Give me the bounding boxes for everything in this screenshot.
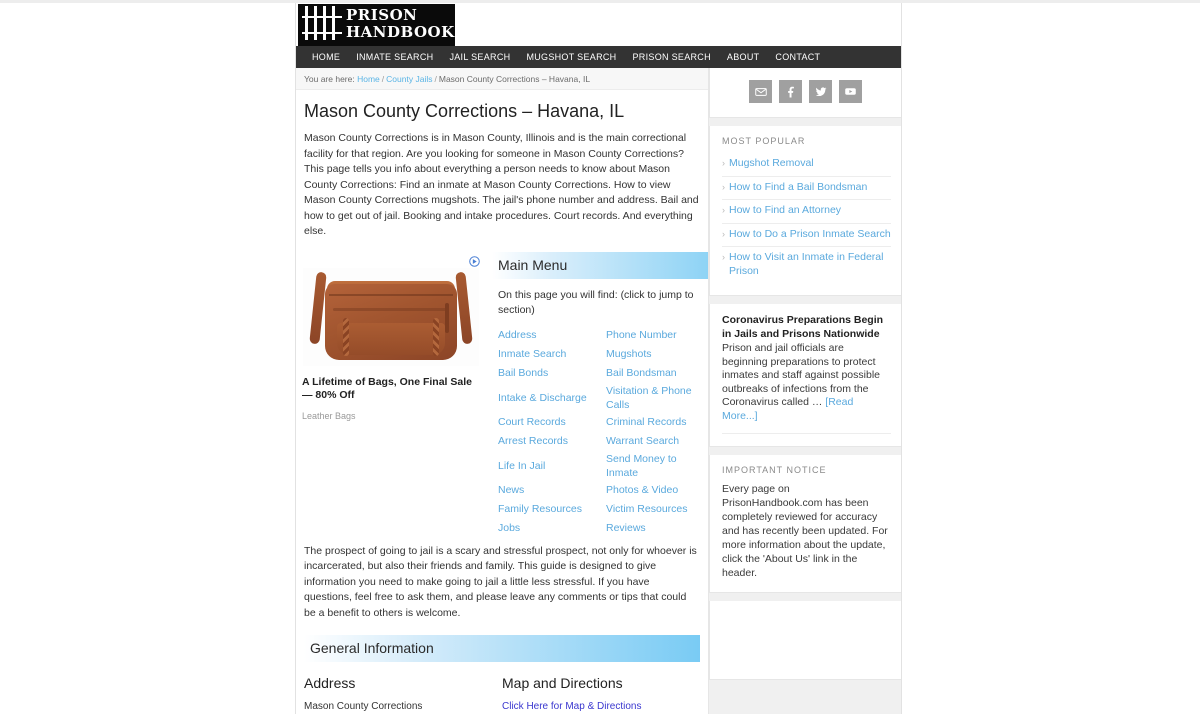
menu-link-address[interactable]: Address [498,329,537,341]
menu-link-visitation-phone-calls[interactable]: Visitation & Phone Calls [606,384,692,411]
popular-link-find-attorney[interactable]: How to Find an Attorney [729,204,842,216]
popular-link-prison-inmate-search[interactable]: How to Do a Prison Inmate Search [729,227,891,240]
page-container [295,3,902,714]
breadcrumb-separator-2: / [434,74,437,84]
menu-cell [606,481,708,500]
logo-line-2: HANDBOOK [346,23,455,41]
nav-item-prison-search[interactable]: PRISON SEARCH [632,52,711,62]
social-links-widget [709,68,901,118]
most-popular-widget [709,126,901,296]
popular-link-visit-federal-prison[interactable]: How to Visit an Inmate in Federal Prison [729,251,884,277]
important-notice-widget [709,455,901,593]
breadcrumb-link-county-jails[interactable]: County Jails [386,74,433,84]
important-notice-title: IMPORTANT NOTICE [722,465,827,475]
chevron-right-icon: › [722,181,725,192]
address-column [304,675,502,714]
main-menu-intro: On this page you will find: (click to jump to section) [498,288,694,316]
twitter-icon[interactable] [809,80,832,103]
ad-advertiser: Leather Bags [302,410,356,421]
menu-cell [606,383,708,413]
main-content [296,68,709,714]
nav-item-home[interactable]: HOME [312,52,341,62]
list-item [722,247,891,283]
menu-link-warrant-search[interactable]: Warrant Search [606,435,680,447]
menu-link-phone-number[interactable]: Phone Number [606,329,677,341]
news-headline[interactable]: Coronavirus Preparations Begin in Jails and Prisons Nationwide [722,314,884,340]
popular-link-mugshot-removal[interactable]: Mugshot Removal [729,157,814,169]
news-widget [709,304,901,447]
menu-cell [606,451,708,481]
menu-cell [606,326,708,345]
list-item [722,153,891,177]
menu-link-arrest-records[interactable]: Arrest Records [498,435,569,447]
menu-cell [498,345,600,364]
main-menu-heading: Main Menu [492,252,708,279]
email-glyph [755,86,767,98]
menu-cell [498,326,600,345]
page-title: Mason County Corrections – Havana, IL [304,101,625,121]
twitter-glyph [815,86,827,98]
address-heading: Address [304,675,356,691]
site-logo[interactable] [298,4,455,46]
menu-link-bail-bonds[interactable]: Bail Bonds [498,367,549,379]
breadcrumb [296,68,708,90]
menu-cell [498,519,600,538]
map-directions-link[interactable]: Click Here for Map & Directions [502,701,642,712]
leather-handbag-image[interactable] [303,268,479,366]
prison-bars-icon [302,6,346,44]
menu-link-criminal-records[interactable]: Criminal Records [606,416,687,428]
body-wrapper [296,68,901,714]
menu-link-bail-bondsman[interactable]: Bail Bondsman [606,367,677,379]
menu-link-intake-discharge[interactable]: Intake & Discharge [498,391,587,404]
map-link-wrap [502,700,700,714]
adchoices-icon[interactable] [469,256,480,267]
map-column [502,675,700,714]
site-header [296,3,901,46]
menu-link-news[interactable]: News [498,484,525,496]
menu-link-life-in-jail[interactable]: Life In Jail [498,459,546,472]
menu-cell [606,413,708,432]
nav-item-inmate-search[interactable]: INMATE SEARCH [356,52,434,62]
main-menu-block [486,252,708,538]
main-menu-link-grid [492,326,708,538]
nav-item-contact[interactable]: CONTACT [775,52,821,62]
email-icon[interactable] [749,80,772,103]
list-item [722,177,891,201]
menu-cell [606,345,708,364]
sidebar-spacer-widget [709,601,901,680]
menu-link-send-money-to-inmate[interactable]: Send Money to Inmate [606,452,677,479]
menu-link-victim-resources[interactable]: Victim Resources [606,503,688,515]
entry-intro-paragraph: Mason County Corrections is in Mason County, Illinois and is the main correctional facility for that region. Are you looking for someone in Mason County Corrections? This page tells you info about everything a person needs to know about Mason County Corrections: Find an inmate at Mason County Corrections. How to view Mason County Corrections mugshots. The jail's phone number and address. Bail and how to get out of jail. Booking and intake procedures. Court records. And everything else. [304,132,699,237]
chevron-right-icon: › [722,228,725,239]
breadcrumb-prefix: You are here: [304,74,355,84]
menu-link-court-records[interactable]: Court Records [498,416,566,428]
advertisement-block[interactable] [296,252,486,421]
popular-link-bail-bondsman[interactable]: How to Find a Bail Bondsman [729,180,868,193]
address-value: Mason County Corrections [304,701,423,712]
general-information-columns [296,675,708,714]
sidebar [709,68,901,688]
nav-item-jail-search[interactable]: JAIL SEARCH [449,52,511,62]
menu-cell [498,451,600,481]
nav-item-about[interactable]: ABOUT [726,52,760,62]
menu-cell [498,481,600,500]
menu-link-mugshots[interactable]: Mugshots [606,348,652,360]
chevron-right-icon: › [722,158,725,168]
logo-line-1: PRISON [346,6,418,24]
news-excerpt: Prison and jail officials are beginning preparations to protect inmates and staff against possible outbreaks of infections from the Coronavirus called … [722,342,880,408]
youtube-icon[interactable] [839,80,862,103]
list-item [722,200,891,224]
general-information-heading-wrap [296,635,708,662]
menu-link-reviews[interactable]: Reviews [606,522,646,534]
menu-cell [606,519,708,538]
menu-cell [606,364,708,383]
menu-link-jobs[interactable]: Jobs [498,522,521,534]
youtube-glyph [844,85,857,98]
chevron-right-icon: › [722,252,725,262]
menu-link-photos-video[interactable]: Photos & Video [606,484,679,496]
important-notice-body: Every page on PrisonHandbook.com has been completely reviewed for accuracy and has recently been updated. For more information about the update, click the 'About Us' link in the header. [722,483,888,579]
breadcrumb-link-home[interactable]: Home [357,74,380,84]
menu-cell [606,500,708,519]
menu-cell [498,500,600,519]
entry-outro-wrap [296,544,708,622]
entry-body [296,90,708,240]
breadcrumb-current: Mason County Corrections – Havana, IL [438,74,591,84]
most-popular-title: MOST POPULAR [722,136,806,146]
breadcrumb-separator-1: / [381,74,385,84]
nav-item-mugshot-search[interactable]: MUGSHOT SEARCH [526,52,617,62]
entry-outro-paragraph: The prospect of going to jail is a scary and stressful prospect, not only for whoever is incarcerated, but also their friends and family. This guide is designed to give information you need to make going to jail a little less stressful. If you have questions, feel free to ask them, and please leave any comments or tips that could be a benefit to others is welcome. [304,544,697,619]
facebook-icon[interactable] [779,80,802,103]
main-navigation [296,46,901,68]
map-heading: Map and Directions [502,675,623,691]
ad-and-menu-row [296,252,708,538]
logo-text [346,7,455,41]
menu-link-inmate-search[interactable]: Inmate Search [498,348,567,360]
most-popular-list [722,153,891,283]
chevron-right-icon: › [722,205,725,215]
facebook-glyph [785,86,797,98]
menu-cell [498,413,600,432]
menu-cell [498,383,600,413]
news-excerpt-wrap [722,342,891,434]
menu-cell [498,364,600,383]
menu-cell [606,432,708,451]
menu-cell [498,432,600,451]
ad-headline[interactable]: A Lifetime of Bags, One Final Sale — 80% Off [302,375,472,401]
menu-link-family-resources[interactable]: Family Resources [498,503,583,515]
read-more-link[interactable]: [Read More...] [722,396,854,422]
general-information-heading: General Information [304,635,700,662]
list-item [722,224,891,248]
